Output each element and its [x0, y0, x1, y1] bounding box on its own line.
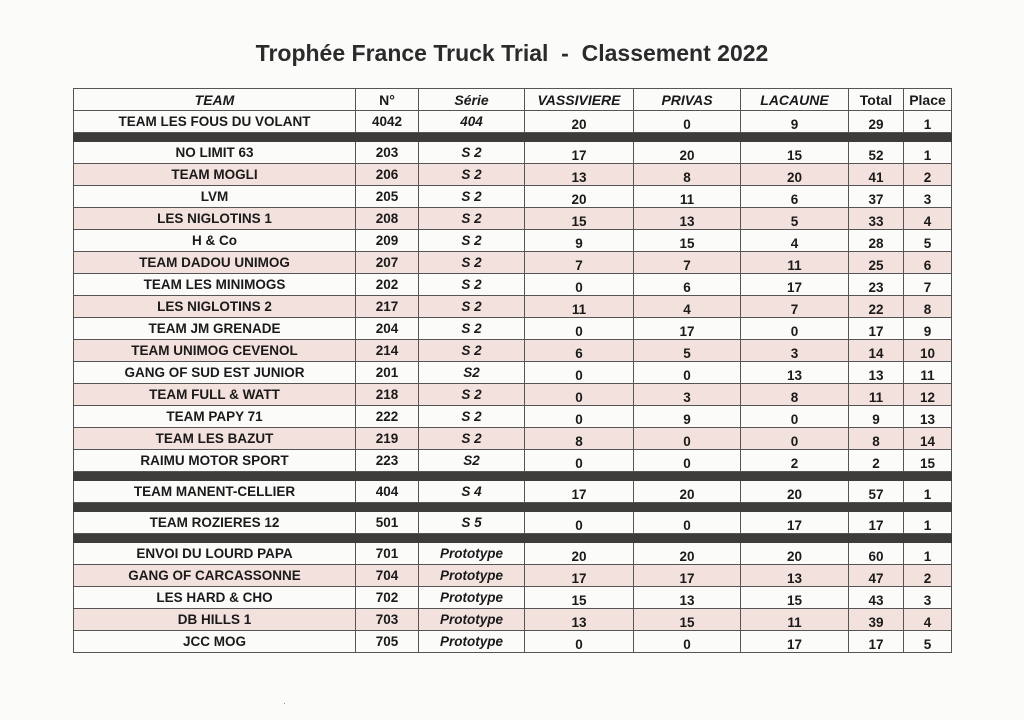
cell-total: 37 — [849, 186, 904, 208]
cell-lacaune: 0 — [741, 318, 849, 340]
group-separator — [74, 133, 952, 142]
cell-total: 17 — [849, 318, 904, 340]
cell-total: 11 — [849, 384, 904, 406]
cell-num: 218 — [356, 384, 419, 406]
cell-lacaune: 13 — [741, 362, 849, 384]
cell-place: 2 — [904, 565, 952, 587]
cell-lacaune: 20 — [741, 481, 849, 503]
cell-place: 8 — [904, 296, 952, 318]
cell-vassiviere: 20 — [525, 543, 634, 565]
cell-privas: 0 — [634, 450, 741, 472]
cell-serie: S 2 — [419, 340, 525, 362]
cell-privas: 0 — [634, 428, 741, 450]
cell-privas: 4 — [634, 296, 741, 318]
cell-place: 2 — [904, 164, 952, 186]
cell-serie: Prototype — [419, 543, 525, 565]
cell-num: 704 — [356, 565, 419, 587]
cell-lacaune: 15 — [741, 142, 849, 164]
cell-serie: 404 — [419, 111, 525, 133]
cell-vassiviere: 0 — [525, 631, 634, 653]
cell-privas: 7 — [634, 252, 741, 274]
cell-total: 57 — [849, 481, 904, 503]
title-right: Classement 2022 — [581, 40, 769, 66]
cell-vassiviere: 17 — [525, 481, 634, 503]
cell-total: 22 — [849, 296, 904, 318]
cell-team: TEAM LES FOUS DU VOLANT — [74, 111, 356, 133]
cell-team: TEAM MANENT-CELLIER — [74, 481, 356, 503]
table-row — [74, 362, 952, 384]
cell-privas: 0 — [634, 362, 741, 384]
cell-privas: 8 — [634, 164, 741, 186]
cell-vassiviere: 9 — [525, 230, 634, 252]
cell-place: 3 — [904, 186, 952, 208]
cell-place: 3 — [904, 587, 952, 609]
cell-team: LVM — [74, 186, 356, 208]
cell-total: 43 — [849, 587, 904, 609]
cell-team: TEAM LES MINIMOGS — [74, 274, 356, 296]
cell-num: 207 — [356, 252, 419, 274]
cell-serie: Prototype — [419, 631, 525, 653]
cell-privas: 0 — [634, 631, 741, 653]
cell-lacaune: 3 — [741, 340, 849, 362]
cell-privas: 15 — [634, 609, 741, 631]
cell-total: 14 — [849, 340, 904, 362]
cell-serie: S 2 — [419, 252, 525, 274]
cell-team: DB HILLS 1 — [74, 609, 356, 631]
cell-vassiviere: 8 — [525, 428, 634, 450]
cell-serie: S 2 — [419, 208, 525, 230]
table-row — [74, 208, 952, 230]
cell-team: ENVOI DU LOURD PAPA — [74, 543, 356, 565]
cell-num: 4042 — [356, 111, 419, 133]
cell-team: TEAM ROZIERES 12 — [74, 512, 356, 534]
cell-vassiviere: 0 — [525, 274, 634, 296]
cell-place: 1 — [904, 111, 952, 133]
cell-place: 5 — [904, 230, 952, 252]
cell-serie: S2 — [419, 450, 525, 472]
separator-bar — [74, 133, 952, 142]
cell-lacaune: 9 — [741, 111, 849, 133]
cell-vassiviere: 0 — [525, 362, 634, 384]
cell-num: 222 — [356, 406, 419, 428]
table-row — [74, 230, 952, 252]
col-header-serie: Série — [419, 89, 525, 111]
cell-place: 14 — [904, 428, 952, 450]
cell-privas: 17 — [634, 318, 741, 340]
cell-vassiviere: 20 — [525, 186, 634, 208]
cell-vassiviere: 17 — [525, 142, 634, 164]
cell-serie: S 5 — [419, 512, 525, 534]
cell-lacaune: 20 — [741, 543, 849, 565]
cell-total: 29 — [849, 111, 904, 133]
cell-privas: 13 — [634, 208, 741, 230]
cell-serie: S 2 — [419, 164, 525, 186]
cell-team: JCC MOG — [74, 631, 356, 653]
col-header-team: TEAM — [74, 89, 356, 111]
table-row — [74, 428, 952, 450]
cell-privas: 20 — [634, 142, 741, 164]
cell-vassiviere: 20 — [525, 111, 634, 133]
table-row — [74, 274, 952, 296]
cell-vassiviere: 0 — [525, 384, 634, 406]
cell-privas: 11 — [634, 186, 741, 208]
table-row — [74, 481, 952, 503]
cell-privas: 20 — [634, 543, 741, 565]
cell-num: 214 — [356, 340, 419, 362]
cell-lacaune: 7 — [741, 296, 849, 318]
table-row — [74, 543, 952, 565]
cell-lacaune: 8 — [741, 384, 849, 406]
cell-lacaune: 6 — [741, 186, 849, 208]
col-header-place: Place — [904, 89, 952, 111]
cell-num: 217 — [356, 296, 419, 318]
cell-team: TEAM DADOU UNIMOG — [74, 252, 356, 274]
cell-total: 28 — [849, 230, 904, 252]
cell-vassiviere: 13 — [525, 164, 634, 186]
cell-place: 11 — [904, 362, 952, 384]
cell-privas: 9 — [634, 406, 741, 428]
cell-serie: S 2 — [419, 406, 525, 428]
cell-place: 1 — [904, 512, 952, 534]
cell-team: RAIMU MOTOR SPORT — [74, 450, 356, 472]
cell-privas: 6 — [634, 274, 741, 296]
cell-team: H & Co — [74, 230, 356, 252]
table-row — [74, 164, 952, 186]
table-row — [74, 384, 952, 406]
table-row — [74, 631, 952, 653]
cell-total: 23 — [849, 274, 904, 296]
cell-place: 9 — [904, 318, 952, 340]
table-row — [74, 450, 952, 472]
cell-serie: S 2 — [419, 384, 525, 406]
cell-team: TEAM FULL & WATT — [74, 384, 356, 406]
cell-num: 702 — [356, 587, 419, 609]
separator-bar — [74, 503, 952, 512]
col-header-lacaune: LACAUNE — [741, 89, 849, 111]
cell-vassiviere: 11 — [525, 296, 634, 318]
cell-vassiviere: 15 — [525, 587, 634, 609]
cell-num: 219 — [356, 428, 419, 450]
cell-total: 13 — [849, 362, 904, 384]
cell-privas: 0 — [634, 111, 741, 133]
cell-num: 205 — [356, 186, 419, 208]
cell-vassiviere: 15 — [525, 208, 634, 230]
cell-place: 5 — [904, 631, 952, 653]
cell-num: 209 — [356, 230, 419, 252]
cell-place: 1 — [904, 543, 952, 565]
cell-vassiviere: 7 — [525, 252, 634, 274]
title-left: Trophée France Truck Trial — [255, 40, 549, 66]
cell-place: 10 — [904, 340, 952, 362]
cell-total: 52 — [849, 142, 904, 164]
cell-place: 12 — [904, 384, 952, 406]
cell-num: 203 — [356, 142, 419, 164]
cell-place: 4 — [904, 208, 952, 230]
cell-lacaune: 17 — [741, 512, 849, 534]
cell-team: TEAM PAPY 71 — [74, 406, 356, 428]
cell-privas: 5 — [634, 340, 741, 362]
cell-team: TEAM UNIMOG CEVENOL — [74, 340, 356, 362]
scan-speck: · — [283, 698, 286, 708]
cell-place: 6 — [904, 252, 952, 274]
cell-privas: 3 — [634, 384, 741, 406]
cell-total: 17 — [849, 631, 904, 653]
cell-serie: S 4 — [419, 481, 525, 503]
cell-lacaune: 11 — [741, 609, 849, 631]
cell-lacaune: 11 — [741, 252, 849, 274]
table-row — [74, 252, 952, 274]
cell-num: 223 — [356, 450, 419, 472]
cell-serie: S 2 — [419, 142, 525, 164]
cell-lacaune: 0 — [741, 406, 849, 428]
cell-place: 7 — [904, 274, 952, 296]
cell-team: NO LIMIT 63 — [74, 142, 356, 164]
cell-team: TEAM JM GRENADE — [74, 318, 356, 340]
cell-team: TEAM LES BAZUT — [74, 428, 356, 450]
cell-place: 13 — [904, 406, 952, 428]
cell-serie: S 2 — [419, 318, 525, 340]
ranking-body — [74, 111, 952, 653]
cell-total: 60 — [849, 543, 904, 565]
col-header-total: Total — [849, 89, 904, 111]
cell-total: 9 — [849, 406, 904, 428]
table-row — [74, 609, 952, 631]
cell-total: 25 — [849, 252, 904, 274]
cell-team: LES HARD & CHO — [74, 587, 356, 609]
cell-privas: 20 — [634, 481, 741, 503]
cell-serie: S2 — [419, 362, 525, 384]
cell-place: 4 — [904, 609, 952, 631]
cell-serie: Prototype — [419, 565, 525, 587]
cell-total: 47 — [849, 565, 904, 587]
cell-team: GANG OF CARCASSONNE — [74, 565, 356, 587]
table-row — [74, 587, 952, 609]
table-row — [74, 340, 952, 362]
cell-team: GANG OF SUD EST JUNIOR — [74, 362, 356, 384]
table-row — [74, 296, 952, 318]
cell-serie: S 2 — [419, 186, 525, 208]
cell-num: 705 — [356, 631, 419, 653]
cell-lacaune: 5 — [741, 208, 849, 230]
cell-team: LES NIGLOTINS 2 — [74, 296, 356, 318]
ranking-table — [73, 88, 952, 653]
separator-bar — [74, 472, 952, 481]
cell-team: TEAM MOGLI — [74, 164, 356, 186]
cell-total: 41 — [849, 164, 904, 186]
table-row — [74, 142, 952, 164]
cell-place: 1 — [904, 481, 952, 503]
cell-lacaune: 15 — [741, 587, 849, 609]
table-row — [74, 111, 952, 133]
group-separator — [74, 534, 952, 543]
cell-serie: S 2 — [419, 428, 525, 450]
table-row — [74, 565, 952, 587]
col-header-privas: PRIVAS — [634, 89, 741, 111]
cell-lacaune: 20 — [741, 164, 849, 186]
cell-total: 17 — [849, 512, 904, 534]
cell-privas: 17 — [634, 565, 741, 587]
cell-num: 703 — [356, 609, 419, 631]
cell-vassiviere: 0 — [525, 450, 634, 472]
cell-privas: 15 — [634, 230, 741, 252]
cell-place: 1 — [904, 142, 952, 164]
title-separator: - — [548, 40, 582, 66]
cell-num: 201 — [356, 362, 419, 384]
col-header-num: N° — [356, 89, 419, 111]
cell-num: 208 — [356, 208, 419, 230]
cell-lacaune: 13 — [741, 565, 849, 587]
cell-lacaune: 4 — [741, 230, 849, 252]
group-separator — [74, 503, 952, 512]
cell-total: 8 — [849, 428, 904, 450]
cell-vassiviere: 17 — [525, 565, 634, 587]
table-row — [74, 318, 952, 340]
cell-serie: S 2 — [419, 230, 525, 252]
cell-privas: 0 — [634, 512, 741, 534]
table-row — [74, 406, 952, 428]
cell-num: 701 — [356, 543, 419, 565]
cell-vassiviere: 0 — [525, 406, 634, 428]
cell-serie: S 2 — [419, 296, 525, 318]
cell-num: 206 — [356, 164, 419, 186]
cell-team: LES NIGLOTINS 1 — [74, 208, 356, 230]
cell-lacaune: 17 — [741, 631, 849, 653]
cell-total: 33 — [849, 208, 904, 230]
cell-num: 204 — [356, 318, 419, 340]
cell-num: 202 — [356, 274, 419, 296]
cell-serie: S 2 — [419, 274, 525, 296]
cell-lacaune: 2 — [741, 450, 849, 472]
cell-num: 501 — [356, 512, 419, 534]
table-row — [74, 186, 952, 208]
cell-total: 39 — [849, 609, 904, 631]
col-header-vassiviere: VASSIVIERE — [525, 89, 634, 111]
cell-vassiviere: 0 — [525, 512, 634, 534]
table-row — [74, 512, 952, 534]
cell-serie: Prototype — [419, 587, 525, 609]
cell-lacaune: 17 — [741, 274, 849, 296]
cell-place: 15 — [904, 450, 952, 472]
cell-vassiviere: 0 — [525, 318, 634, 340]
page-title — [0, 40, 1024, 67]
cell-vassiviere: 6 — [525, 340, 634, 362]
cell-total: 2 — [849, 450, 904, 472]
group-separator — [74, 472, 952, 481]
cell-serie: Prototype — [419, 609, 525, 631]
cell-vassiviere: 13 — [525, 609, 634, 631]
cell-privas: 13 — [634, 587, 741, 609]
cell-num: 404 — [356, 481, 419, 503]
separator-bar — [74, 534, 952, 543]
cell-lacaune: 0 — [741, 428, 849, 450]
header-row — [74, 89, 952, 111]
